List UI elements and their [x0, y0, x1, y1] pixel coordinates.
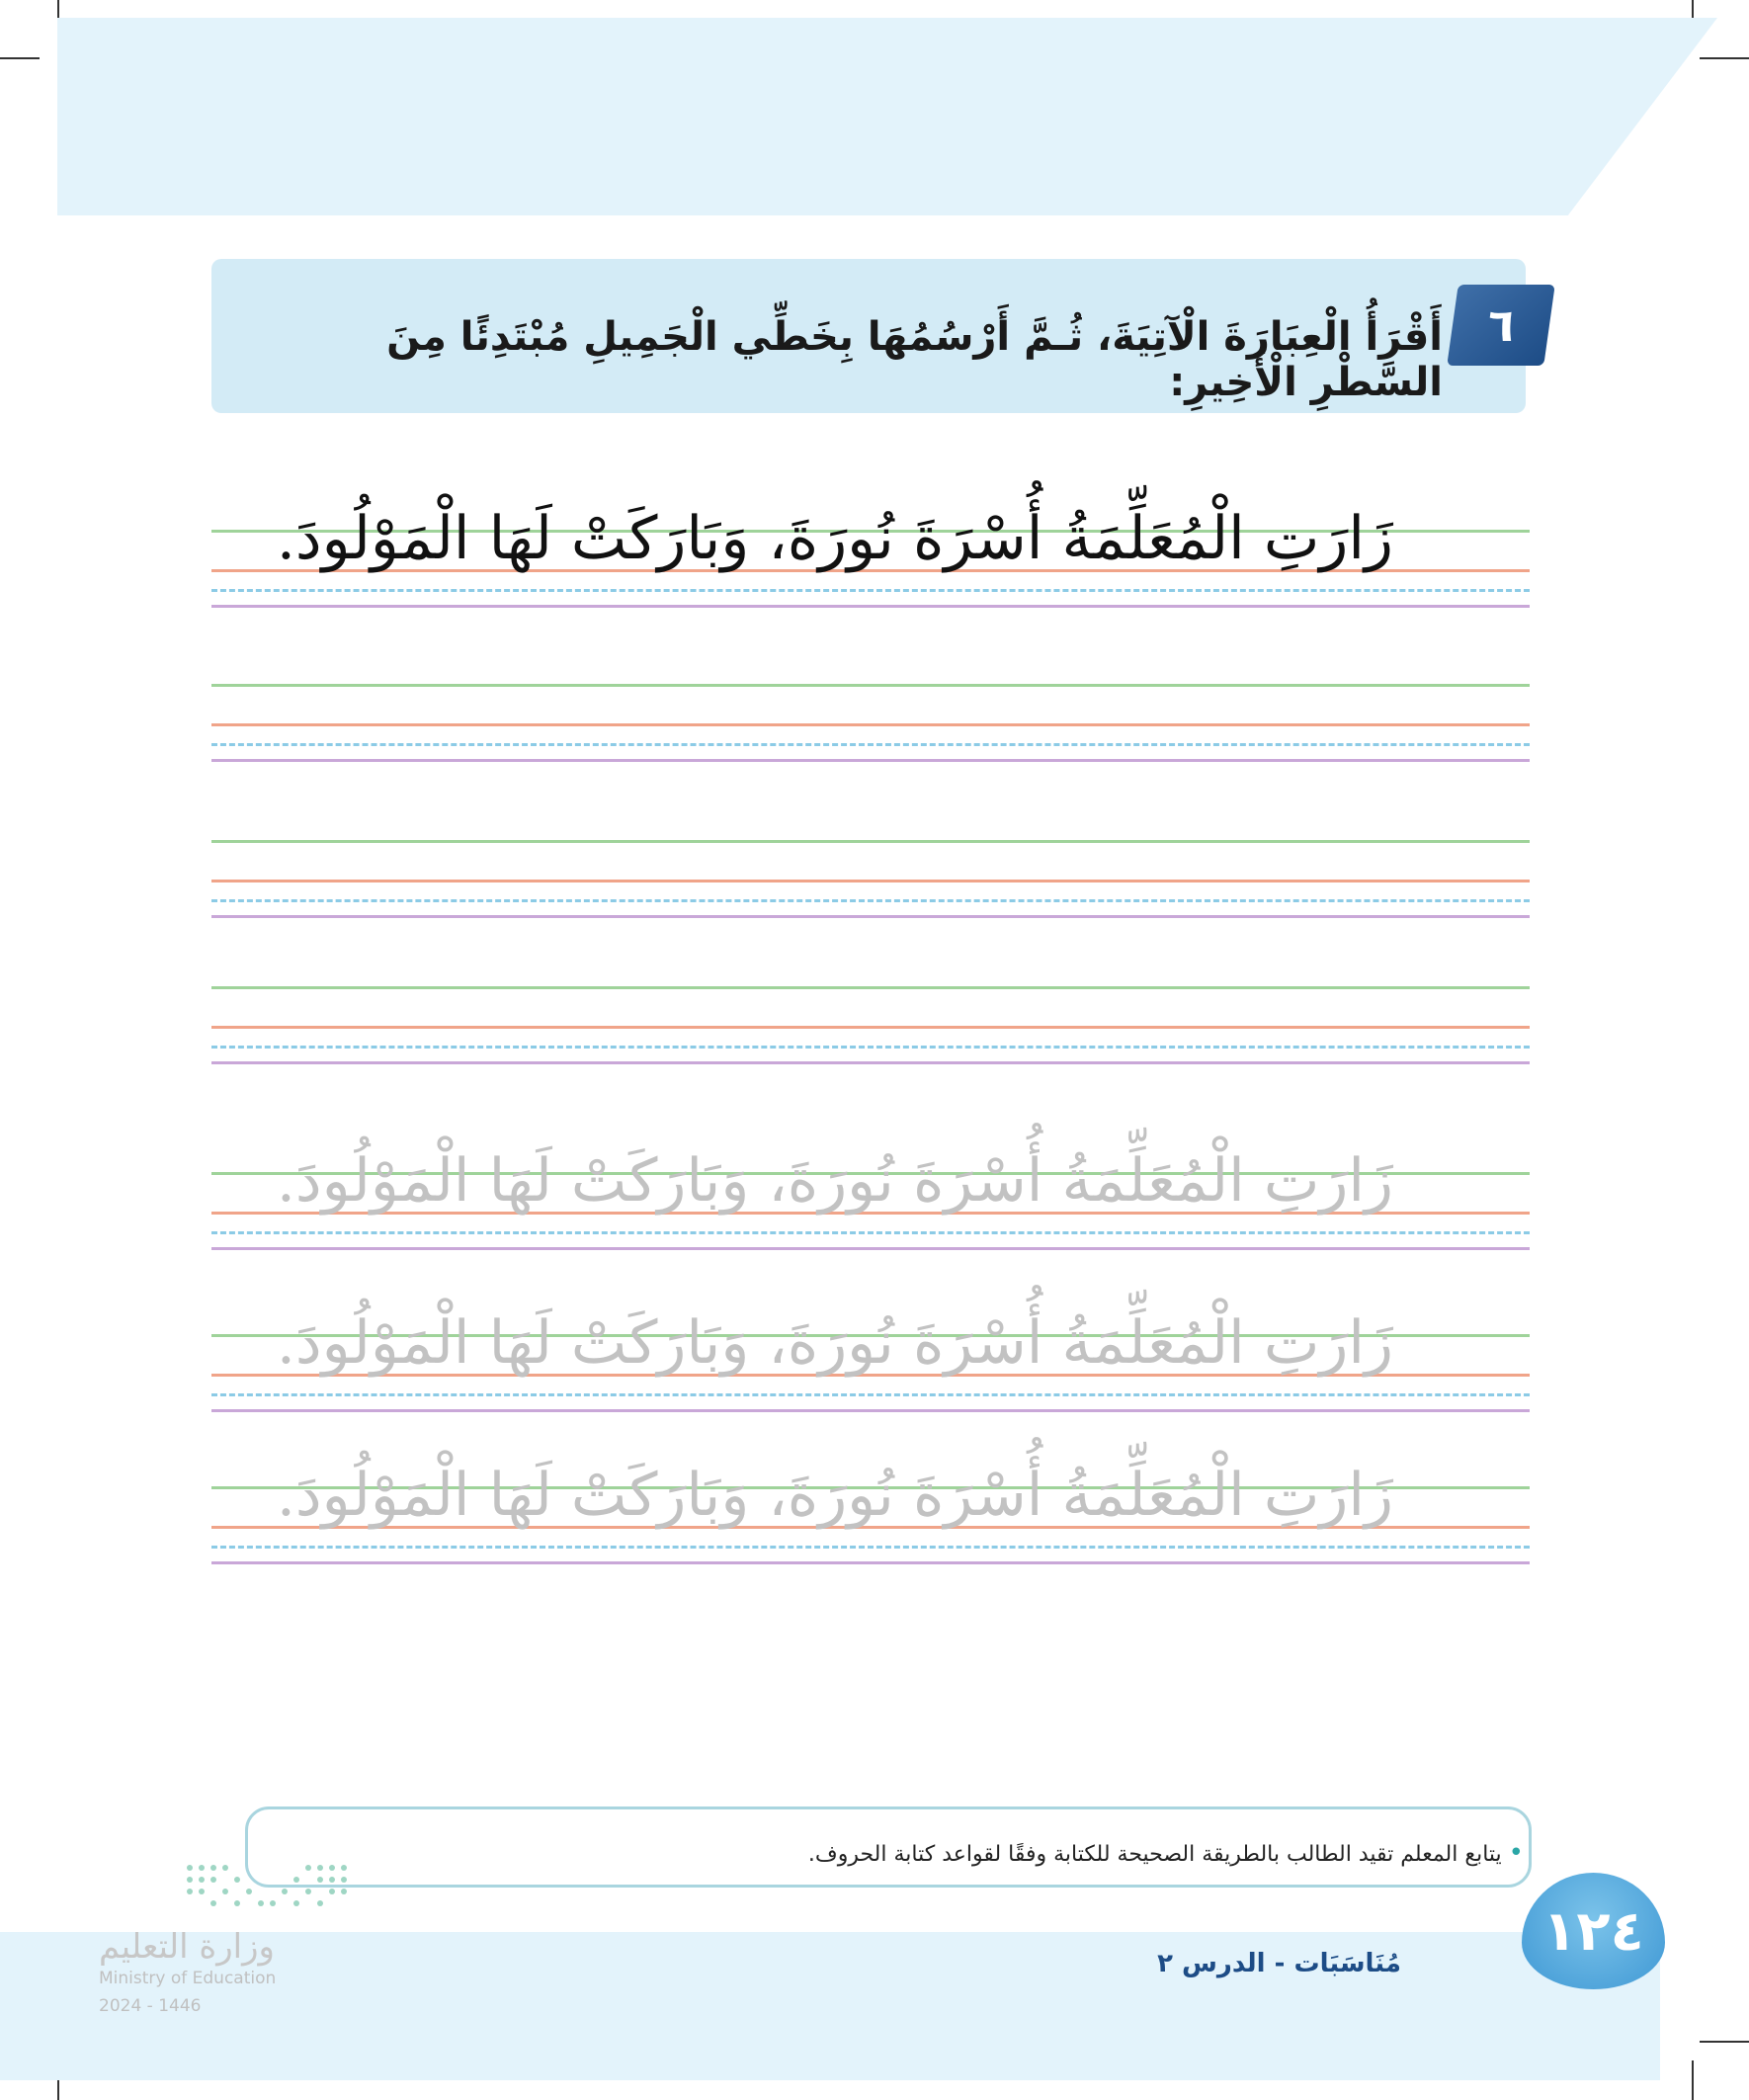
guide-line-bottom [211, 1409, 1530, 1412]
guide-line-base [211, 880, 1530, 882]
ministry-name-arabic: وزارة التعليم [99, 1927, 275, 1967]
guide-line-dashed [211, 589, 1530, 592]
ministry-name-english: Ministry of Education [99, 1969, 277, 1988]
guide-line-bottom [211, 1561, 1530, 1564]
bullet-icon: • [1508, 1838, 1524, 1868]
guide-line-dashed [211, 743, 1530, 746]
teacher-note [634, 1838, 1524, 1868]
exercise-number-badge: ٦ [1447, 285, 1555, 366]
guide-line-dashed [211, 899, 1530, 902]
guide-line-top [211, 684, 1530, 687]
crop-mark [0, 57, 40, 59]
crop-mark [1692, 2060, 1694, 2100]
header-band [57, 18, 1717, 215]
guide-line-base [211, 1026, 1530, 1029]
guide-line-top [211, 840, 1530, 843]
guide-line-bottom [211, 1247, 1530, 1250]
edition-year: 2024 - 1446 [99, 1996, 202, 2016]
trace-sentence: زَارَتِ الْمُعَلِّمَةُ أُسْرَةَ نُورَةَ، وَبَارَكَتْ لَهَا الْمَوْلُودَ. [276, 1308, 1393, 1378]
guide-line-bottom [211, 915, 1530, 918]
page-number-badge: ١٢٤ [1522, 1873, 1665, 1989]
exercise-instruction: أَقْرَأُ الْعِبَارَةَ الْآتِيَةَ، ثُـمَّ أَرْسُمُهَا بِخَطِّي الْجَمِيلِ مُبْتَدِئًا مِنَ السَّطْرِ الْأَخِيرِ: [386, 314, 1443, 405]
trace-sentence: زَارَتِ الْمُعَلِّمَةُ أُسْرَةَ نُورَةَ، وَبَارَكَتْ لَهَا الْمَوْلُودَ. [276, 1146, 1393, 1216]
guide-line-bottom [211, 759, 1530, 762]
guide-line-base [211, 723, 1530, 726]
ministry-logo-icon [180, 1860, 353, 1909]
guide-line-bottom [211, 1061, 1530, 1064]
guide-line-dashed [211, 1231, 1530, 1234]
model-sentence: زَارَتِ الْمُعَلِّمَةُ أُسْرَةَ نُورَةَ، وَبَارَكَتْ لَهَا الْمَوْلُودَ. [276, 504, 1393, 573]
crop-mark [1700, 2041, 1749, 2043]
guide-line-dashed [211, 1393, 1530, 1396]
guide-line-top [211, 986, 1530, 989]
guide-line-dashed [211, 1546, 1530, 1549]
teacher-note-text: يتابع المعلم تقيد الطالب بالطريقة الصحيحة للكتابة وفقًا لقواعد كتابة الحروف. [807, 1842, 1502, 1867]
guide-line-dashed [211, 1046, 1530, 1049]
trace-sentence: زَارَتِ الْمُعَلِّمَةُ أُسْرَةَ نُورَةَ، وَبَارَكَتْ لَهَا الْمَوْلُودَ. [276, 1461, 1393, 1530]
lesson-label: مُنَاسَبَات - الدرس ٢ [1157, 1949, 1401, 1978]
crop-mark [1700, 57, 1749, 59]
guide-line-bottom [211, 605, 1530, 608]
